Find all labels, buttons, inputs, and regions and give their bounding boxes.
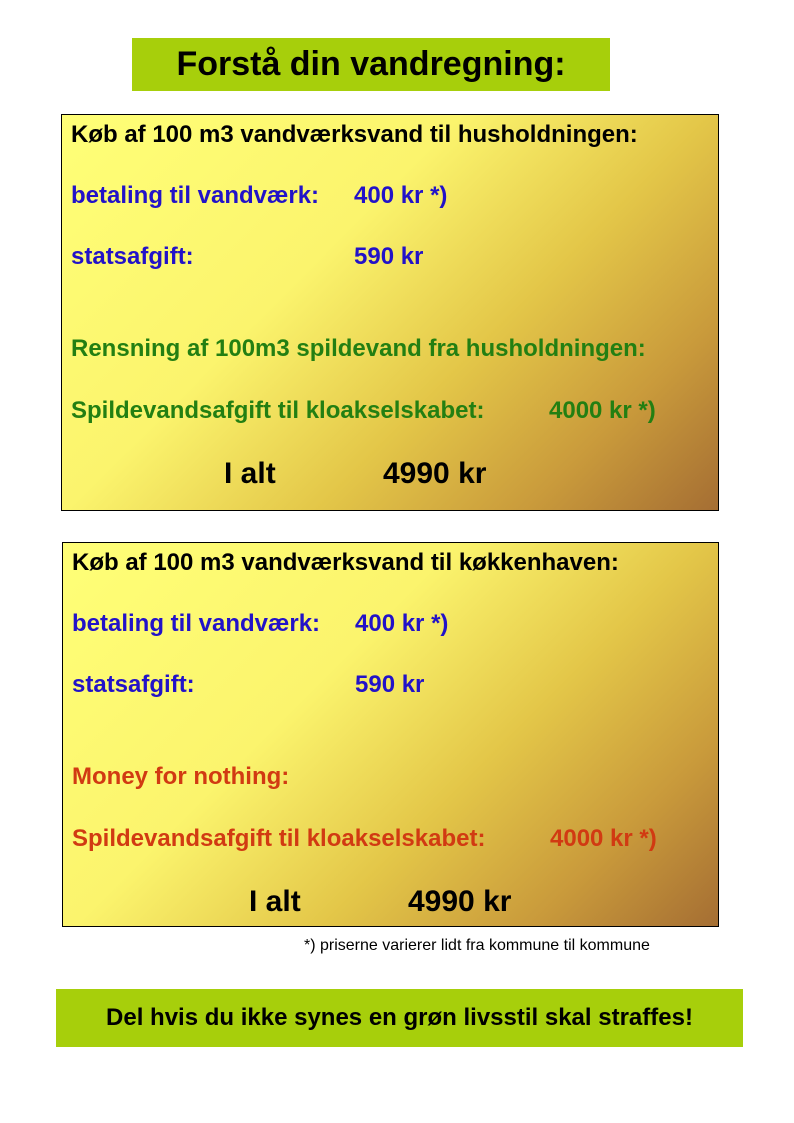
garden-sewage-value: 4000 kr *): [550, 825, 657, 852]
page-title-text: Forstå din vandregning:: [176, 45, 566, 83]
garden-sewage-heading: Money for nothing:: [72, 763, 290, 790]
household-bill-box: [61, 114, 719, 511]
price-footnote: *) priserne varierer lidt fra kommune til kommune: [304, 937, 650, 954]
garden-waterworks-label: betaling til vandværk:: [72, 610, 321, 637]
share-banner: [56, 989, 743, 1047]
garden-tax-value: 590 kr: [355, 671, 425, 698]
household-total-label: I alt: [224, 457, 276, 490]
household-sewage-heading: Rensning af 100m3 spildevand fra husholdningen:: [71, 335, 646, 362]
garden-bill-box: [62, 542, 719, 927]
household-waterworks-label: betaling til vandværk:: [71, 182, 320, 209]
household-total-value: 4990 kr: [383, 457, 487, 490]
household-heading: Køb af 100 m3 vandværksvand til husholdningen:: [71, 121, 638, 148]
garden-total-label: I alt: [249, 885, 301, 918]
household-sewage-label: Spildevandsafgift til kloakselskabet:: [71, 397, 485, 424]
garden-waterworks-value: 400 kr *): [355, 610, 449, 637]
garden-tax-label: statsafgift:: [72, 671, 195, 698]
household-tax-label: statsafgift:: [71, 243, 194, 270]
household-waterworks-value: 400 kr *): [354, 182, 448, 209]
household-tax-value: 590 kr: [354, 243, 424, 270]
garden-heading: Køb af 100 m3 vandværksvand til køkkenhaven:: [72, 549, 619, 576]
garden-sewage-label: Spildevandsafgift til kloakselskabet:: [72, 825, 486, 852]
household-sewage-value: 4000 kr *): [549, 397, 656, 424]
page-title: [132, 38, 610, 91]
share-text: Del hvis du ikke synes en grøn livsstil skal straffes!: [106, 1004, 693, 1031]
garden-total-value: 4990 kr: [408, 885, 512, 918]
